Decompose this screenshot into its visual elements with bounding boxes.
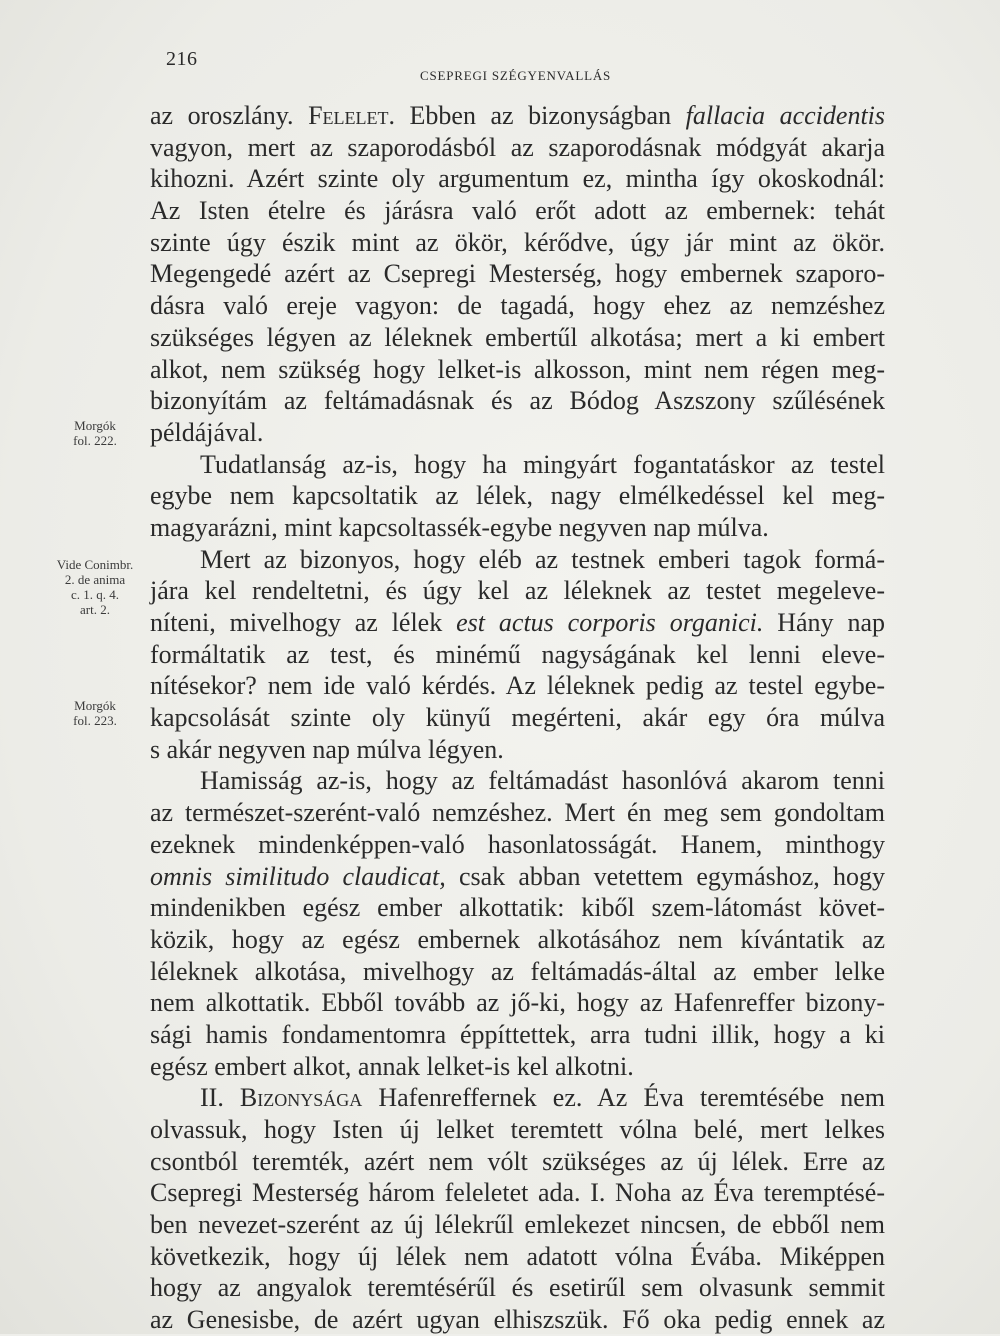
text-run: egybe nem kapcsoltatik az lélek, nagy elmélkedéssel kel meg- <box>150 481 885 511</box>
text-run: II. <box>200 1083 240 1113</box>
text-line <box>150 417 885 449</box>
text-run: dásra való ereje vagyon: de tagadá, hogy ehez az nemzéshez <box>150 291 885 321</box>
text-line <box>150 670 885 702</box>
margin-note-line: c. 1. q. 4. <box>70 587 120 602</box>
text-run: Az Isten ételre és járásra való erőt adott az embernek: tehát <box>150 196 885 226</box>
text-run: vagyon, mert az szaporodásból az szaporodásnak módgyát akarja <box>150 132 885 162</box>
text-run: ezeknek mindenképpen-való hasonlatosságát. Hanem, minthogy <box>150 829 885 859</box>
text-line <box>150 449 885 481</box>
text-line <box>150 892 885 924</box>
text-line <box>150 734 885 766</box>
italic-phrase: est actus corporis organici. <box>456 608 764 637</box>
text-line <box>150 861 885 893</box>
text-line <box>150 195 885 227</box>
text-run: . Ebben az bizonyságban <box>388 101 686 130</box>
text-run: léleknek alkotása, mivelhogy az feltámadás-által az ember lelke <box>150 956 885 986</box>
text-run: nítésekor? nem ide való kérdés. Az léleknek pedig az testel egybe- <box>150 671 885 701</box>
text-run: bizonyítám az feltámadásnak és az Bódog Aszszony szűlésének <box>150 386 885 416</box>
text-run: következik, hogy új lélek nem adatott vólna Évába. Miképpen <box>150 1241 885 1271</box>
text-line <box>150 1272 885 1304</box>
italic-phrase: fallacia accidentis <box>685 101 886 130</box>
page-number: 216 <box>166 48 198 70</box>
text-line <box>150 924 885 956</box>
text-run: jára kel rendeltetni, és úgy kel az léleknek az testet megeleve- <box>150 576 885 606</box>
small-caps-word: Felelet <box>308 101 389 130</box>
text-line <box>150 956 885 988</box>
text-run: formáltatik az test, és minémű nagyságának kel lenni eleve- <box>150 639 885 669</box>
text-line <box>150 322 885 354</box>
text-line <box>150 1177 885 1209</box>
text-run: Hány nap <box>763 608 885 637</box>
text-line <box>150 290 885 322</box>
margin-note-line: fol. 223. <box>73 713 117 728</box>
italic-phrase: omnis similitudo claudicat, <box>150 861 446 891</box>
text-run: hogy az angyalok teremtésérűl és esetirűl sem olvasunk semmit <box>150 1273 885 1303</box>
text-run: csak abban vetettem egymáshoz, hogy <box>445 861 885 891</box>
text-run: csontból teremték, azért nem vólt szükséges az új lélek. Erre az <box>150 1146 885 1176</box>
body-text <box>150 100 885 1336</box>
text-run: Hafenreffernek ez. Az Éva teremtésébe nem <box>362 1083 885 1113</box>
margin-note <box>40 557 150 617</box>
text-run: mindenikben egész ember alkottatik: kiből szem-látomást követ- <box>150 893 885 923</box>
text-line <box>150 1051 885 1083</box>
text-run: Megengedé azért az Csepregi Mesterség, hogy embernek szaporo- <box>150 259 885 289</box>
text-line <box>150 829 885 861</box>
text-run: az természet-szerént-való nemzéshez. Mert én meg sem gondoltam <box>150 798 885 828</box>
text-run: Hamisság az-is, hogy az feltámadást hasonlóvá akarom tenni <box>200 766 885 796</box>
text-line <box>150 639 885 671</box>
text-run: nem alkottatik. Ebből tovább az jő-ki, hogy az Hafenreffer bizony- <box>150 988 885 1018</box>
text-run: kapcsolását szinte oly künyű megérteni, akár egy óra múlva <box>150 703 885 733</box>
text-run: közik, hogy az egész embernek alkotásához nem kívántatik az <box>150 924 885 954</box>
text-run: Tudatlanság az-is, hogy ha mingyárt fogantatáskor az testel <box>200 449 885 479</box>
text-line <box>150 385 885 417</box>
text-line <box>150 480 885 512</box>
text-run: níteni, mivelhogy az lélek <box>150 608 457 637</box>
text-run: kihozni. Azért szinte oly argumentum ez, mintha így okoskodnál: <box>150 164 885 194</box>
text-run: Csepregi Mesterség három feleletet ada. I. Noha az Éva teremptésé- <box>150 1178 885 1208</box>
text-run: Mert az bizonyos, hogy eléb az testnek emberi tagok formá- <box>200 544 885 574</box>
text-line <box>150 1082 885 1114</box>
margin-note-line: Morgók <box>74 418 116 433</box>
text-line <box>150 1209 885 1241</box>
text-line <box>150 1146 885 1178</box>
text-line <box>150 100 885 132</box>
text-run: szükséges légyen az léleknek embertűl alkotása; mert a ki embert <box>150 322 885 352</box>
text-line <box>150 702 885 734</box>
text-line <box>150 1304 885 1336</box>
text-run: ben nevezet-szerént az új lélekrűl emlekezet nincsen, de ebből nem <box>150 1210 885 1240</box>
text-line <box>150 258 885 290</box>
text-run: sági hamis fondamentomra éppíttettek, arra tudni illik, hogy a ki <box>150 1019 885 1049</box>
margin-note-line: 2. de anima <box>64 572 126 587</box>
text-line <box>150 1241 885 1273</box>
text-line <box>150 797 885 829</box>
text-run: magyarázni, mint kapcsoltassék-egybe negyven nap múlva. <box>150 512 769 542</box>
small-caps-word: Bizonysága <box>239 1083 363 1113</box>
margin-note-line: Morgók <box>74 698 116 713</box>
margin-note-line: fol. 222. <box>73 433 117 448</box>
margin-note <box>40 418 150 448</box>
text-line <box>150 163 885 195</box>
running-title: CSEPREGI SZÉGYENVALLÁS <box>420 68 612 83</box>
text-line <box>150 607 885 639</box>
text-run: olvassuk, hogy Isten új lelket teremtett vólna belé, mert lelkes <box>150 1115 885 1144</box>
text-run: az Genesisbe, de azért ugyan elhiszszük. Fő oka pedig ennek az <box>150 1305 885 1335</box>
text-run: s akár negyven nap múlva légyen. <box>150 734 504 764</box>
text-run: szinte úgy észik mint az ökör, kérődve, úgy jár mint az ökör. <box>150 227 885 257</box>
text-run: az oroszlány. <box>150 101 309 130</box>
text-line <box>150 544 885 576</box>
margin-note-line: art. 2. <box>80 602 110 617</box>
text-run: alkot, nem szükség hogy lelket-is alkosson, mint nem régen meg- <box>150 354 885 384</box>
text-run: példájával. <box>150 417 264 447</box>
text-line <box>150 765 885 797</box>
text-line <box>150 1019 885 1051</box>
text-line <box>150 1114 885 1146</box>
text-line <box>150 132 885 164</box>
text-line <box>150 987 885 1019</box>
text-line <box>150 227 885 259</box>
text-line <box>150 512 885 544</box>
text-line <box>150 354 885 386</box>
margin-note-line: Vide Conimbr. <box>56 557 134 572</box>
text-line <box>150 575 885 607</box>
text-run: egész embert alkot, annak lelket-is kel alkotni. <box>150 1051 634 1081</box>
margin-note <box>40 698 150 728</box>
